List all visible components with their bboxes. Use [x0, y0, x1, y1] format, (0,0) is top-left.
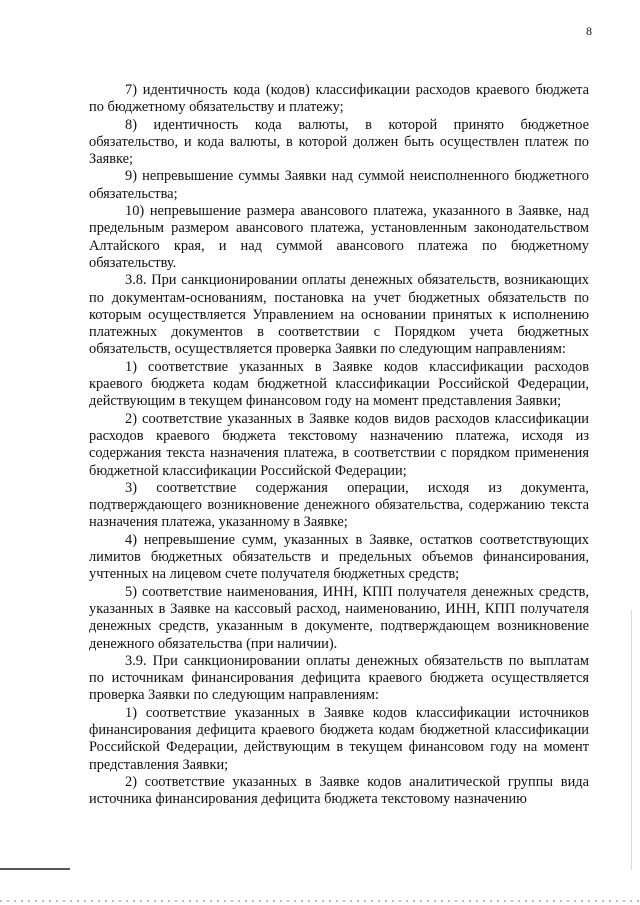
document-body — [89, 82, 589, 808]
section-3-9: 3.9. При санкционировании оплаты денежных обязательств по выплатам по источникам финансирования дефицита краевого бюджета осуществляется проверка Заявки по следующим направлениям: — [89, 652, 589, 704]
section-3-9-item-2: 2) соответствие указанных в Заявке кодов аналитической группы вида источника финансирования дефицита бюджета текстовому назначению — [89, 773, 589, 808]
section-3-8-item-5: 5) соответствие наименования, ИНН, КПП получателя денежных средств, указанных в Заявке на кассовый расход, наименованию, ИНН, КПП получателя денежных средств, указанным в документе, подтверждающем возникновение денежного обязательства (при наличии). — [89, 583, 589, 652]
scan-dotted-edge — [0, 900, 640, 902]
section-3-8-item-3: 3) соответствие содержания операции, исходя из документа, подтверждающего возникновение денежного обязательства, содержанию текста назначения платежа, указанному в Заявке; — [89, 479, 589, 531]
section-3-8: 3.8. При санкционировании оплаты денежных обязательств, возникающих по документам-основаниям, постановка на учет бюджетных обязательств по которым осуществляется Управлением на основании принятых к исполнению платежных документов в соответствии с Порядком учета бюджетных обязательств, осуществляется проверка Заявки по следующим направлениям: — [89, 272, 589, 358]
paragraph-7: 7) идентичность кода (кодов) классификации расходов краевого бюджета по бюджетному обязательству и платежу; — [89, 82, 589, 116]
section-3-9-item-1: 1) соответствие указанных в Заявке кодов классификации источников финансирования дефицита краевого бюджета кодам бюджетной классификации Российской Федерации, действующим в текущем финансовом году на момент представления Заявки; — [89, 704, 589, 773]
scan-bottom-mark — [0, 868, 70, 870]
section-3-8-item-4: 4) непревышение сумм, указанных в Заявке, остатков соответствующих лимитов бюджетных обязательств и предельных объемов финансирования, учтенных на лицевом счете получателя бюджетных средств; — [89, 531, 589, 583]
page-number: 8 — [586, 24, 592, 38]
section-3-8-item-1: 1) соответствие указанных в Заявке кодов классификации расходов краевого бюджета кодам бюджетной классификации Российской Федерации, действующим в текущем финансовом году на момент представления Заявки; — [89, 358, 589, 410]
scan-edge-line — [631, 610, 632, 870]
section-3-8-item-2: 2) соответствие указанных в Заявке кодов видов расходов классификации расходов краевого бюджета текстовому назначению платежа, исходя из содержания текста назначения платежа, в соответствии с порядком применения бюджетной классификации Российской Федерации; — [89, 410, 589, 479]
paragraph-9: 9) непревышение суммы Заявки над суммой неисполненного бюджетного обязательства; — [89, 168, 589, 202]
paragraph-10: 10) непревышение размера авансового платежа, указанного в Заявке, над предельным размером авансового платежа, установленным законодательством Алтайского края, и над суммой авансового платежа по бюджетному обязательству. — [89, 203, 589, 271]
paragraph-8: 8) идентичность кода валюты, в которой принято бюджетное обязательство, и кода валюты, в которой должен быть осуществлен платеж по Заявке; — [89, 116, 589, 168]
